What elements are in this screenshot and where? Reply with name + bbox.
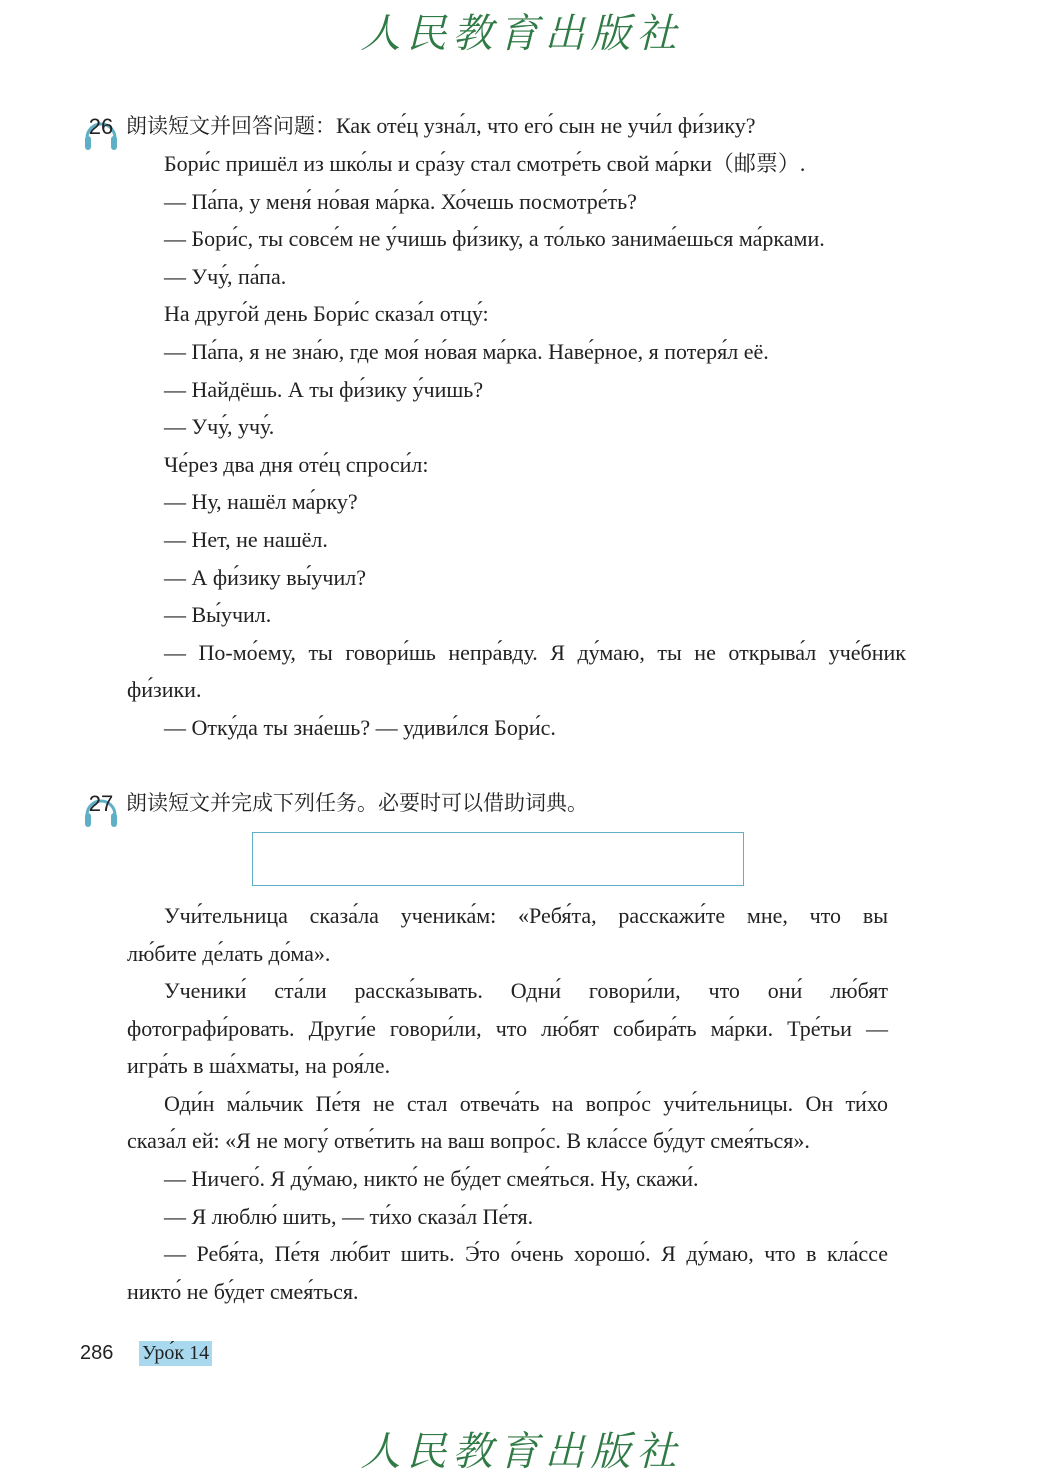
- exercise-question: Как оте́ц узна́л, что его́ сын не учи́л фи́зику?: [336, 113, 756, 138]
- text-line: — Па́па, у меня́ но́вая ма́рка. Хо́чешь посмотре́ть?: [164, 189, 637, 214]
- lesson-label: Уро́к 14: [139, 1341, 212, 1366]
- text-line: — А фи́зику вы́учил?: [164, 565, 367, 590]
- text-line: — Ребя́та, Пе́тя лю́бит шить. Э́то о́чень хорошо́. Я ду́маю, что в кла́ссе: [164, 1241, 888, 1266]
- exercise-instruction: 朗读短文并回答问题：: [126, 114, 336, 138]
- text-line: фи́зики.: [127, 677, 202, 702]
- text-line: — Найдёшь. А ты фи́зику у́чишь?: [164, 377, 484, 402]
- text-line: — Бори́с, ты совсе́м не у́чишь фи́зику, а то́лько занима́ешься ма́рками.: [164, 226, 825, 251]
- text-line: На друго́й день Бори́с сказа́л отцу́:: [164, 301, 489, 326]
- text-line: — Нет, не нашёл.: [164, 527, 328, 552]
- exercise-number: 27: [88, 791, 114, 816]
- text-line: — Ничего́. Я ду́маю, никто́ не бу́дет смея́ться. Ну, скажи́.: [164, 1166, 699, 1191]
- publisher-logo-bottom: 人民教育出版社: [360, 1429, 683, 1475]
- text-line: — По-мо́ему, ты говори́шь непра́вду. Я ду́маю, ты не открыва́л уче́бник: [164, 640, 906, 665]
- exercise-27-badge: [82, 785, 120, 833]
- text-line: Учи́тельница сказа́ла ученика́м: «Ребя́та, расскажи́те мне, что вы: [164, 903, 888, 928]
- text-line: лю́бите де́лать до́ма».: [127, 941, 331, 966]
- text-line: Ученики́ ста́ли расска́зывать. Одни́ говори́ли, что они́ лю́бят: [164, 978, 888, 1003]
- text-line: фотографи́ровать. Други́е говори́ли, что лю́бят собира́ть ма́рки. Тре́тьи —: [127, 1016, 888, 1041]
- exercise-number: 26: [88, 114, 114, 139]
- exercise-26-badge: [82, 108, 120, 156]
- answer-box[interactable]: [252, 832, 744, 886]
- text-line: — Вы́учил.: [164, 602, 272, 627]
- exercise-27-title: 朗读短文并完成下列任务。必要时可以借助词典。: [126, 791, 588, 815]
- publisher-logo-top: 人民教育出版社: [360, 11, 683, 57]
- text-line: никто́ не бу́дет смея́ться.: [127, 1279, 359, 1304]
- text-line: Бори́с пришёл из шко́лы и сра́зу стал смотре́ть свой ма́рки（邮票）.: [164, 151, 806, 176]
- text-line: — Па́па, я не зна́ю, где моя́ но́вая ма́рка. Наве́рное, я потеря́л её.: [164, 339, 769, 364]
- text-line: Оди́н ма́льчик Пе́тя не стал отвеча́ть на вопро́с учи́тельницы. Он ти́хо: [164, 1091, 888, 1116]
- text-line: — Я люблю́ шить, — ти́хо сказа́л Пе́тя.: [164, 1204, 534, 1229]
- exercise-26-title: [126, 107, 756, 145]
- page-number: 286: [80, 1342, 114, 1364]
- text-line: — Ну, нашёл ма́рку?: [164, 489, 358, 514]
- text-line: — Учу́, учу́.: [164, 414, 275, 439]
- text-line: — Учу́, па́па.: [164, 264, 287, 289]
- text-line: сказа́л ей: «Я не могу́ отве́тить на ваш вопро́с. В кла́ссе бу́дут смея́ться».: [127, 1128, 810, 1153]
- text-line: — Отку́да ты зна́ешь? — удиви́лся Бори́с.: [164, 715, 556, 740]
- text-line: Че́рез два дня оте́ц спроси́л:: [164, 452, 429, 477]
- text-line: игра́ть в ша́хматы, на роя́ле.: [127, 1053, 391, 1078]
